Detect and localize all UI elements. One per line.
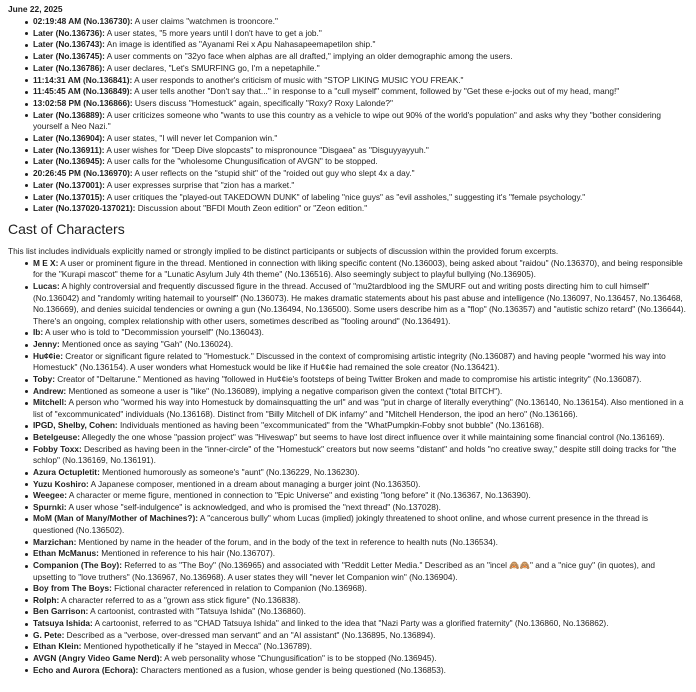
timeline-item-label: Later (No.136736): xyxy=(33,27,105,38)
cast-item-text: Mentioned by name in the header of the forum, and in the body of the text in reference to health nuts (No.136534). xyxy=(76,536,498,547)
cast-item-label: Yuzu Koshiro: xyxy=(33,478,89,489)
cast-item-text: Described as having been in the "inner-circle" of the "Homestuck" creators but now seems "distant" and holds "no creative sway," despite still doing tracks for "the schlop" (No.136169, No.136191). xyxy=(33,443,677,466)
cast-item-label: MoM (Man of Many/Mother of Machines?): xyxy=(33,513,199,524)
cast-item xyxy=(33,479,688,491)
cast-item xyxy=(33,630,688,642)
cast-item-label: Ib: xyxy=(33,327,44,338)
cast-heading: Cast of Characters xyxy=(8,220,125,237)
timeline-item xyxy=(33,180,688,192)
cast-item-label: Betelgeuse: xyxy=(33,432,81,443)
cast-item xyxy=(33,502,688,514)
cast-item-text: A Japanese composer, mentioned in a dream about managing a burger joint (No.136350). xyxy=(88,478,421,489)
timeline-item xyxy=(33,28,688,40)
cast-item-text: Referred to as "The Boy" (No.136965) and associated with "Reddit Letter Media." Described as an "incel 🙈🙈" and a "nice guy" (in quotes), and upsetting to "love truthers" (No.136967, No.136968). A user states they will "never let Companion win" (No.136904). xyxy=(33,559,656,582)
cast-item-label: Spurnki: xyxy=(33,501,67,512)
timeline-item xyxy=(33,86,688,98)
cast-item-label: Echo and Aurora (Echora): xyxy=(33,664,139,675)
cast-item-label: IPGD, Shelby, Cohen: xyxy=(33,420,118,431)
cast-item xyxy=(33,351,688,374)
cast-item-label: Weegee: xyxy=(33,490,67,501)
timeline-item-text: A user responds to another's criticism of music with "STOP LIKING MUSIC YOU FREAK." xyxy=(132,74,464,85)
cast-item-label: Azura Octupletit: xyxy=(33,466,100,477)
cast-item-label: Boy from The Boys: xyxy=(33,583,112,594)
timeline-item-text: A user claims "watchmen is trooncore." xyxy=(132,16,278,26)
timeline-item-label: Later (No.136743): xyxy=(33,39,105,50)
timeline-item-text: A user declares, "Let's SMURFING go, I'm a nepetaphile." xyxy=(104,62,320,73)
timeline-item-text: A user criticizes someone who "wants to use this country as a vehicle to wipe out 90% of the world's population" and asks why they "bother considering yourself a Neo Nazi." xyxy=(33,109,661,132)
timeline-item-text: A user expresses surprise that "zion has a market." xyxy=(104,179,295,190)
cast-item-label: Fobby Toxx: xyxy=(33,443,82,454)
timeline-item xyxy=(33,192,688,204)
cast-item-label: AVGN (Angry Video Game Nerd): xyxy=(33,652,163,663)
timeline-item xyxy=(33,168,688,180)
cast-item xyxy=(33,641,688,653)
timeline-item xyxy=(33,145,688,157)
timeline-item-text: A user calls for the "wholesome Chungusification of AVGN" to be stopped. xyxy=(104,156,378,167)
timeline-item-label: 13:02:58 PM (No.136866): xyxy=(33,97,133,108)
timeline-item xyxy=(33,203,688,215)
cast-item-text: A character referred to as a "grown ass stick figure" (No.136838). xyxy=(59,594,301,605)
cast-item-text: Fictional character referenced in relation to Companion (No.136968). xyxy=(111,583,367,594)
cast-intro: This list includes individuals explicitly named or strongly implied to be distinct participants or subjects of discussion within the provided forum excerpts. xyxy=(8,245,559,256)
cast-item xyxy=(33,258,688,281)
cast-item-text: A user who is told to "Decommission yourself" (No.136043). xyxy=(43,327,264,338)
cast-item xyxy=(33,513,688,536)
cast-item xyxy=(33,618,688,630)
cast-item xyxy=(33,386,688,398)
date-heading: June 22, 2025 xyxy=(8,4,63,14)
cast-item-text: A user whose "self-indulgence" is acknowledged, and who is promised the "next thread" (No.137028). xyxy=(66,501,441,512)
timeline-item-text: An image is identified as "Ayanami Rei x Apu Nahasapeemapetilon ship." xyxy=(104,39,376,50)
timeline-item-text: A user states, "5 more years until I don't have to get a job." xyxy=(104,27,322,38)
cast-item-text: A cartoonist, contrasted with "Tatsuya Ishida" (No.136860). xyxy=(88,606,306,617)
cast-item-label: Andrew: xyxy=(33,385,67,396)
cast-item xyxy=(33,374,688,386)
cast-item-text: Allegedly the one whose "passion project" was "Hiveswap" but seems to have lost direct influence over it while maintaining some financial control (No.136169). xyxy=(80,432,665,443)
timeline-item-text: Discussion about "BFDI Mouth Zeon edition" or "Zeon edition." xyxy=(135,203,368,214)
timeline-item-label: Later (No.136745): xyxy=(33,51,105,62)
cast-item xyxy=(33,397,688,420)
timeline-item-text: A user critiques the "played-out TAKEDOWN DUNK" of labeling "nice guys" as "evil assholes," suggesting it's "female psychology." xyxy=(104,191,586,202)
timeline-item-label: Later (No.137020-137021): xyxy=(33,203,136,214)
cast-item-text: A "cancerous bully" whom Lucas (implied) jokingly threatened to shoot online, and whose current presence in the thread is questioned (No.136502). xyxy=(33,513,649,536)
cast-item-label: Tatsuya Ishida: xyxy=(33,618,93,629)
timeline-item-label: Later (No.136911): xyxy=(33,144,105,155)
cast-item-label: Rolph: xyxy=(33,594,60,605)
cast-item xyxy=(33,432,688,444)
timeline-item xyxy=(33,16,688,28)
cast-item xyxy=(33,606,688,618)
timeline-item xyxy=(33,133,688,145)
cast-item xyxy=(33,548,688,560)
cast-item xyxy=(33,339,688,351)
cast-item-label: M E X: xyxy=(33,257,59,268)
timeline-item-text: A user reflects on the "stupid shit" of the "roided out guy who slept 4x a day." xyxy=(132,168,415,179)
cast-item-text: Mentioned in reference to his hair (No.136707). xyxy=(98,548,276,559)
cast-item-label: Mitchell: xyxy=(33,397,67,408)
cast-item-text: Mentioned as someone a user is "like" (No.136089), implying a negative comparison given the context ("total BITCH"). xyxy=(66,385,503,396)
timeline-item-label: 11:45:45 AM (No.136849): xyxy=(33,86,133,97)
cast-item-text: Individuals mentioned as having been "excommunicated" from the "WhatPumpkin-Fobby snot bubble" (No.136168). xyxy=(117,420,545,431)
cast-item-text: A character or meme figure, mentioned in connection to "Epic Universe" and existing "long before" it (No.136367, No.136390). xyxy=(66,490,531,501)
timeline-item xyxy=(33,98,688,110)
cast-item xyxy=(33,595,688,607)
timeline-item-text: Users discuss "Homestuck" again, specifically "Roxy? Roxy Lalonde?" xyxy=(132,97,393,108)
cast-item xyxy=(33,327,688,339)
cast-item-label: Ethan McManus: xyxy=(33,548,99,559)
cast-item-text: A web personality whose "Chungusification" is to be stopped (No.136945). xyxy=(162,652,437,663)
timeline-item-label: Later (No.136945): xyxy=(33,156,105,167)
timeline-item xyxy=(33,75,688,87)
cast-item-label: Toby: xyxy=(33,373,55,384)
cast-item-label: Marzichan: xyxy=(33,536,77,547)
cast-item xyxy=(33,281,688,328)
cast-item-label: Ethan Klein: xyxy=(33,641,82,652)
cast-list xyxy=(8,258,688,677)
cast-item xyxy=(33,537,688,549)
timeline-item-label: 11:14:31 AM (No.136841): xyxy=(33,74,133,85)
cast-item-label: Ben Garrison: xyxy=(33,606,89,617)
timeline-item-label: Later (No.136889): xyxy=(33,109,105,120)
timeline-item xyxy=(33,63,688,75)
timeline-item-label: Later (No.136904): xyxy=(33,133,105,144)
cast-item-text: A cartoonist, referred to as "CHAD Tatsuya Ishida" and linked to the idea that "Nazi Party was a glorified fraternity" (No.136860, No.136862). xyxy=(92,618,609,629)
timeline-item xyxy=(33,39,688,51)
timeline-item-label: Later (No.136786): xyxy=(33,62,105,73)
cast-item-text: A person who "wormed his way into Homestuck by domainsquatting the url" and was "put in charge of literally everything" (No.136140, No.136154). Also mentioned in a list of "excommunicated" individuals (No.136168). Distinct from "Billy Mitchell of DK infamy" and "Mitchell Henderson, the ipod an hero" (No.136166). xyxy=(33,397,684,419)
timeline-item-label: 02:19:48 AM (No.136730): xyxy=(33,16,133,26)
cast-item xyxy=(33,583,688,595)
cast-item-label: Hu¢¢ie: xyxy=(33,350,63,361)
cast-item-label: Lucas: xyxy=(33,280,60,291)
cast-item-label: G. Pete: xyxy=(33,629,65,640)
cast-item-text: Described as a "verbose, over-dressed man servant" and an "AI assistant" (No.136895, No.136894). xyxy=(64,629,436,640)
cast-item xyxy=(33,467,688,479)
cast-item-label: Companion (The Boy): xyxy=(33,559,122,570)
cast-item-text: Mentioned humorously as someone's "aunt" (No.136229, No.136230). xyxy=(99,466,360,477)
timeline-item xyxy=(33,51,688,63)
cast-item xyxy=(33,665,688,677)
cast-item-text: Creator or significant figure related to "Homestuck." Discussed in the context of compromising artistic integrity (No.136087) and having people "wormed his way into Homestuck" (No.136154). A user wonders what Homestuck would be like if Hu¢¢ie had remained the sole creator (No.136421). xyxy=(33,350,666,373)
timeline-item-text: A user wishes for "Deep Dive slopcasts" to mispronounce "Disgaea" as "Disguyyayyuh." xyxy=(104,144,429,155)
cast-item-text: Characters mentioned as a fusion, whose gender is being questioned (No.136853). xyxy=(138,664,446,675)
cast-item-text: Creator of "Deltarune." Mentioned as having "followed in Hu¢¢ie's footsteps of being Twitter Broken and made to compromise his artistic integrity" (No.136087). xyxy=(54,373,642,384)
timeline-item-text: A user comments on "32yo face when alphas are all drafted," implying an older demographic among the users. xyxy=(104,51,513,62)
timeline-item-text: A user states, "I will never let Companion win." xyxy=(104,133,278,144)
cast-item-label: Jenny: xyxy=(33,339,60,350)
cast-item-text: A user or prominent figure in the thread. Mentioned in connection with liking specific content (No.136003), being asked about "raidou" (No.136370), and being responsible for the "Kurapi mascot" theme for a "Lunatic Asylum July 4th theme" (No.136516). Also seemingly subject to playful bullying (No.136905). xyxy=(33,257,683,280)
cast-item xyxy=(33,490,688,502)
cast-item xyxy=(33,420,688,432)
cast-item-text: Mentioned hypothetically if he "stayed in Mecca" (No.136789). xyxy=(81,641,312,652)
cast-item-text: A highly controversial and frequently discussed figure in the thread. Accused of "mu2tardblood ing the SMURF out and writing posts directing him to cull himself" (No.136042) and "randomly writing hatemail to yourself" (No.136073). He makes dramatic statements about his past abuse and intelligence (No.136097, No.136457, No.136468, No.136669), and denies suicidal tendencies or owning a gun (No.136494, No.136500). Some users describe him as a "flop" (No.136357) and "autistic schizo retard" (No.136644). There's an ongoing, complex relationship with other users, sometimes described as "fooling around" (No.136491). xyxy=(33,280,686,326)
timeline-item xyxy=(33,110,688,133)
cast-item-text: Mentioned once as saying "Gah" (No.136024). xyxy=(59,339,234,350)
timeline-item-label: Later (No.137015): xyxy=(33,191,105,202)
cast-item xyxy=(33,444,688,467)
timeline-item-label: Later (No.137001): xyxy=(33,179,105,190)
cast-item xyxy=(33,560,688,583)
timeline-item-label: 20:26:45 PM (No.136970): xyxy=(33,168,133,179)
timeline-item xyxy=(33,156,688,168)
timeline-item-text: A user tells another "Don't say that..." in response to a "cull myself" comment, followed by "Get these e-jocks out of my head, mang!" xyxy=(132,86,620,97)
timeline-list xyxy=(8,16,688,215)
cast-item xyxy=(33,653,688,665)
